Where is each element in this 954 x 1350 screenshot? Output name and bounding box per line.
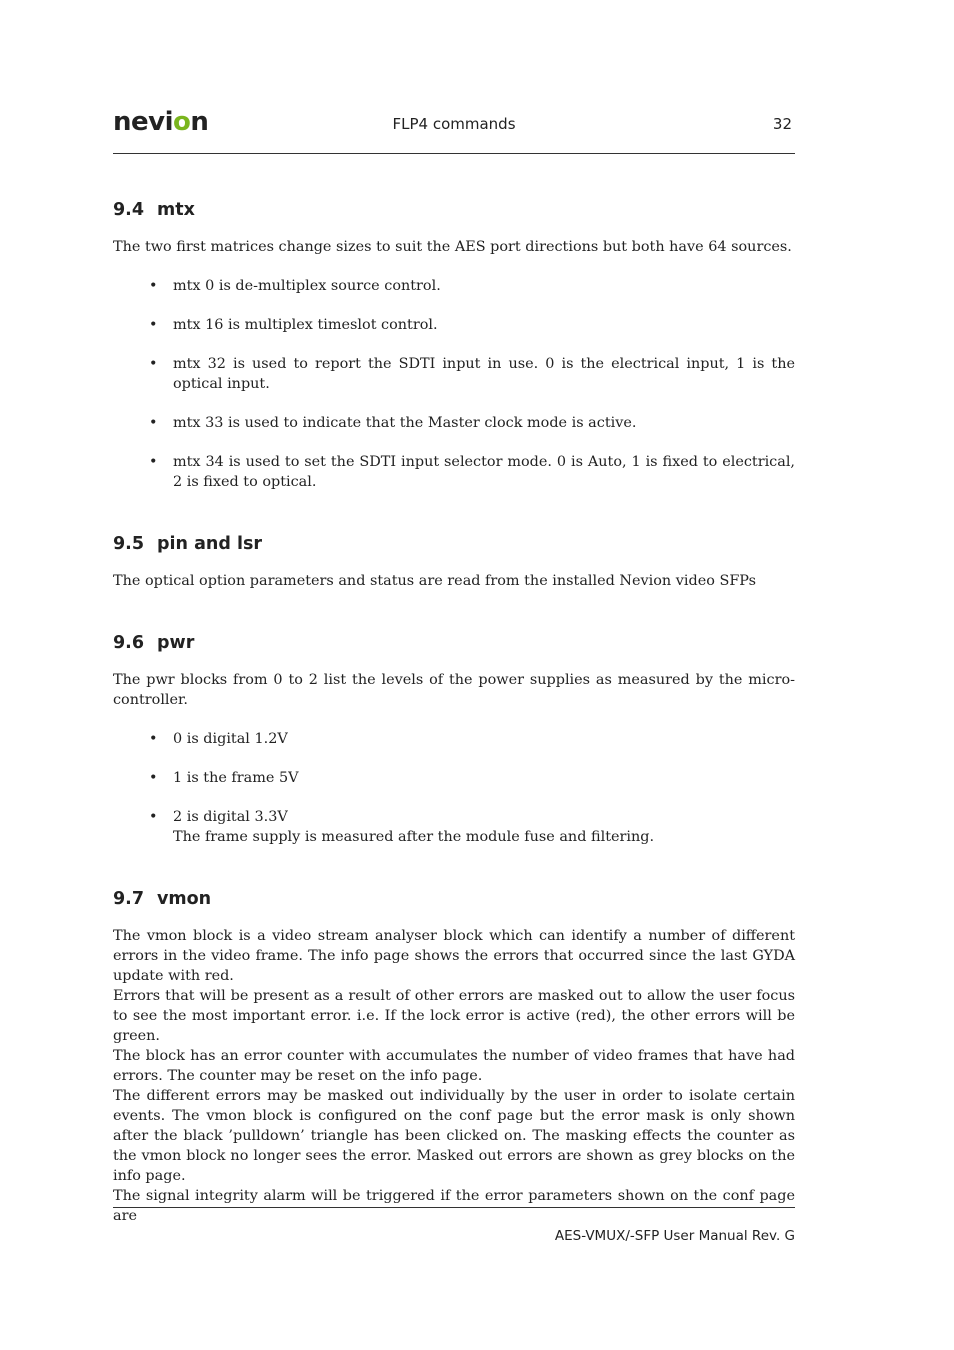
list-item: • mtx 0 is de-multiplex source control.: [113, 276, 795, 296]
section-9-4-intro: The two first matrices change sizes to suit the AES port directions but both have 64 sources.: [113, 239, 792, 255]
page-number: 32: [772, 115, 792, 133]
section-heading-9-4: 9.4 mtx: [113, 200, 195, 220]
list-item: • mtx 33 is used to indicate that the Master clock mode is active.: [113, 413, 795, 433]
footer-divider: [113, 1207, 795, 1208]
paragraph: The different errors may be masked out individually by the user in order to isolate certain events. The vmon block is configured on the conf page but the error mask is only shown after the black ’pulldown’ triangle has been clicked on. The masking effects the counter as the vmon block no longer sees the error. Masked out errors are shown as grey blocks on the info page.: [113, 1088, 795, 1184]
paragraph: Errors that will be present as a result of other errors are masked out to allow the user focus to see the most important error. i.e. If the lock error is active (red), the other errors will be green.: [113, 988, 795, 1044]
mtx-list: [113, 276, 795, 492]
page-content: [113, 196, 795, 1226]
section-9-6-intro: The pwr blocks from 0 to 2 list the levels of the power supplies as measured by the micro-controller.: [113, 672, 795, 708]
list-item: • mtx 32 is used to report the SDTI input in use. 0 is the electrical input, 1 is the optical input.: [113, 354, 795, 394]
section-heading-9-6: 9.6 pwr: [113, 633, 195, 653]
pwr-list: [113, 729, 795, 847]
list-item: • mtx 16 is multiplex timeslot control.: [113, 315, 795, 335]
paragraph: The signal integrity alarm will be triggered if the error parameters shown on the conf page are: [113, 1188, 795, 1224]
header-title: FLP4 commands: [392, 115, 516, 133]
header-divider: [113, 153, 795, 154]
list-item: • 1 is the frame 5V: [113, 768, 795, 788]
section-9-5-intro: The optical option parameters and status are read from the installed Nevion video SFPs: [113, 573, 756, 589]
page-header: [113, 108, 795, 138]
list-item: • mtx 34 is used to set the SDTI input selector mode. 0 is Auto, 1 is fixed to electrical, 2 is fixed to optical.: [113, 452, 795, 492]
paragraph: The block has an error counter with accumulates the number of video frames that have had errors. The counter may be reset on the info page.: [113, 1048, 795, 1084]
list-item: • 2 is digital 3.3V The frame supply is measured after the module fuse and filtering.: [113, 807, 795, 847]
section-heading-9-5: 9.5 pin and lsr: [113, 534, 263, 554]
list-item: • 0 is digital 1.2V: [113, 729, 795, 749]
paragraph: The vmon block is a video stream analyser block which can identify a number of different errors in the video frame. The info page shows the errors that occurred since the last GYDA update with red.: [113, 928, 795, 984]
nevion-logo: nevion: [113, 107, 209, 137]
footer-text: AES-VMUX/-SFP User Manual Rev. G: [554, 1228, 795, 1244]
section-heading-9-7: 9.7 vmon: [113, 889, 212, 909]
frame-supply-note: The frame supply is measured after the module fuse and filtering.: [173, 829, 655, 845]
vmon-body: [113, 926, 795, 1226]
